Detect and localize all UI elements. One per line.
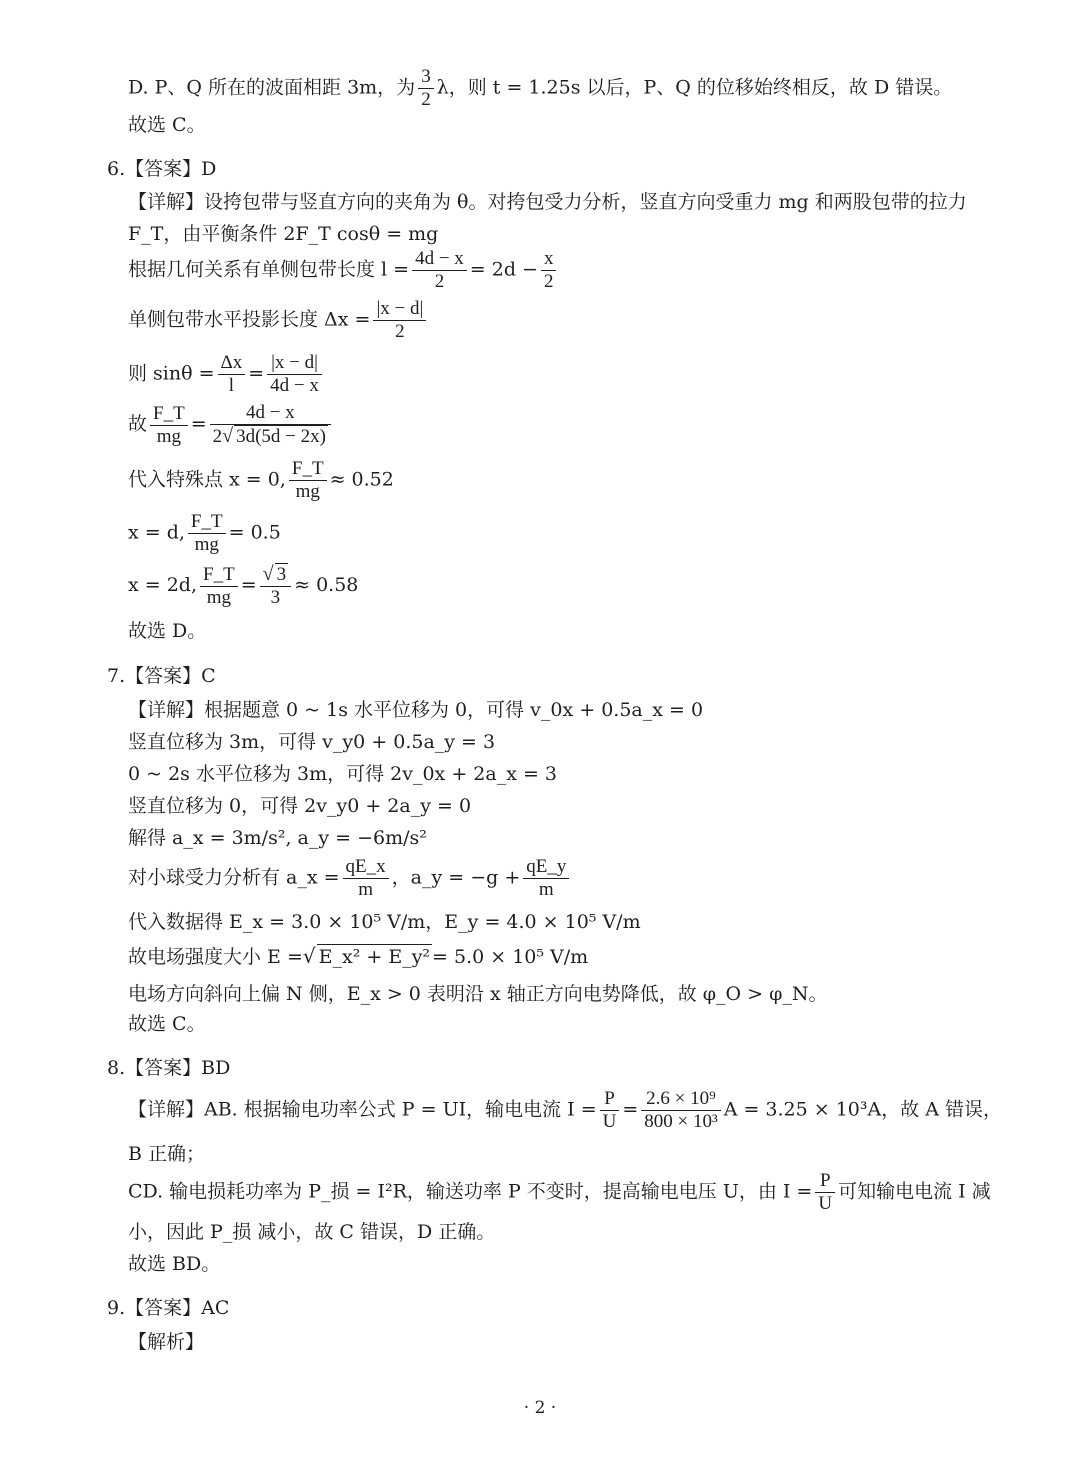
q6-fraction-7: $\frac{4d - x}{2√ 3d(5d - 2x)}$ <box>210 402 331 448</box>
q7-line-7: 代入数据得 E_x = 3.0 × 10⁵ V/m，E_y = 4.0 × 10⁵ V/m <box>128 911 641 933</box>
q6-line-2: F_T，由平衡条件 2F_T cosθ = mg <box>128 223 439 245</box>
q6-line-5: 则 sinθ = $\frac{\Delta x}{l}$ = $\frac{|x - d|}{4d - x}$ <box>128 352 325 397</box>
q7-choice: 故选 C。 <box>128 1013 206 1035</box>
q6-choice: 故选 D。 <box>128 620 207 642</box>
q6-line-7: 代入特殊点 x = 0, $\frac{F\_T}{mg}$ ≈ 0.52 <box>128 458 394 502</box>
q6-line-4: 单侧包带水平投影长度 Δx = $\frac{|x - d|}{2}$ <box>128 298 429 343</box>
q5-d-text-b: λ，则 t = 1.25s 以后，P、Q 的位移始终相反，故 D 错误。 <box>436 76 953 99</box>
q6-fraction-3: $\frac{|x - d|}{2}$ <box>373 298 426 343</box>
q8-fraction-1: $\frac{P}{U}$ <box>600 1088 620 1133</box>
q7-fraction-1: $\frac{qE\_x}{m}$ <box>343 856 389 901</box>
q6-line-6: 故 $\frac{F\_T}{mg}$ = $\frac{4d - x}{2√ 3d(5d - 2x)}$ <box>128 402 334 448</box>
q6-line-9: x = 2d, $\frac{F\_T}{mg}$ = $\frac{√ 3}{3}$ ≈ 0.58 <box>128 563 359 608</box>
q5-option-d <box>128 66 952 111</box>
q8-line-4: 小，因此 P_损 减小，故 C 错误，D 正确。 <box>128 1221 496 1243</box>
q5-choice: 故选 C。 <box>128 114 206 136</box>
q9-line-1: 【解析】 <box>128 1331 205 1353</box>
q7-line-3: 0 ~ 2s 水平位移为 3m，可得 2v_0x + 2a_x = 3 <box>128 763 557 785</box>
q6-header: 6.【答案】D <box>107 158 217 180</box>
page-number: · 2 · <box>523 1398 557 1418</box>
q6-line-1: 【详解】设挎包带与竖直方向的夹角为 θ。对挎包受力分析，竖直方向受重力 mg 和两股包带的拉力 <box>128 191 967 213</box>
q6-fraction-4: $\frac{\Delta x}{l}$ <box>218 352 246 397</box>
q7-line-6: 对小球受力分析有 a_x = $\frac{qE\_x}{m}$ ，a_y = −g + $\frac{qE\_y}{m}$ <box>128 856 572 901</box>
q6-fraction-11: $\frac{√ 3}{3}$ <box>260 563 291 609</box>
q8-choice: 故选 BD。 <box>128 1253 221 1275</box>
q8-line-1: 【详解】AB. 根据输电功率公式 P = UI，输电电流 I = $\frac{P}{U}$ = $\frac{\text{2.6 × 10⁹}}{\text{800 × 10³}}$ A = 3.25 × 10³A，故 A 错误， <box>128 1088 1003 1132</box>
q8-line-2: B 正确； <box>128 1143 206 1165</box>
q5-d-fraction: $\frac{3}{2}$ <box>418 66 434 111</box>
q5-d-text-a: D. P、Q 所在的波面相距 3m，为 <box>128 76 416 99</box>
q8-header: 8.【答案】BD <box>107 1057 231 1079</box>
q7-fraction-2: $\frac{qE\_y}{m}$ <box>523 856 569 901</box>
q8-fraction-3: $\frac{P}{U}$ <box>815 1170 835 1215</box>
q6-fraction-2: $\frac{x}{2}$ <box>541 248 557 293</box>
q7-line-9: 电场方向斜向上偏 N 侧，E_x > 0 表明沿 x 轴正方向电势降低，故 φ_O > φ_N。 <box>128 983 828 1005</box>
q6-fraction-1: $\frac{4d - x}{2}$ <box>412 248 467 293</box>
q6-fraction-5: $\frac{|x - d|}{4d - x}$ <box>267 352 322 397</box>
q7-line-4: 竖直位移为 0，可得 2v_y0 + 2a_y = 0 <box>128 795 472 817</box>
q8-line-3: CD. 输电损耗功率为 P_损 = I²R，输送功率 P 不变时，提高输电电压 U，由 I = $\frac{P}{U}$ 可知输电电流 I 减 <box>128 1170 991 1214</box>
q6-line-3: 根据几何关系有单侧包带长度 l = $\frac{4d - x}{2}$ = 2d − $\frac{x}{2}$ <box>128 248 559 293</box>
q6-line-8: x = d, $\frac{F\_T}{mg}$ = 0.5 <box>128 511 281 555</box>
q6-fraction-10: $\frac{F\_T}{mg}$ <box>200 564 238 609</box>
q7-line-5: 解得 a_x = 3m/s², a_y = −6m/s² <box>128 827 427 849</box>
q9-header: 9.【答案】AC <box>107 1297 230 1319</box>
q7-line-8: 故电场强度大小 E =√ E_x² + E_y² = 5.0 × 10⁵ V/m <box>128 944 589 968</box>
q8-fraction-2: $\frac{\text{2.6 × 10⁹}}{\text{800 × 10³}}$ <box>641 1088 720 1133</box>
q6-fraction-9: $\frac{F\_T}{mg}$ <box>188 511 226 556</box>
q7-line-1: 【详解】根据题意 0 ~ 1s 水平位移为 0，可得 v_0x + 0.5a_x = 0 <box>128 699 704 721</box>
q6-fraction-6: $\frac{F\_T}{mg}$ <box>150 403 188 448</box>
q6-fraction-8: $\frac{F\_T}{mg}$ <box>289 458 327 503</box>
q7-line-2: 竖直位移为 3m，可得 v_y0 + 0.5a_y = 3 <box>128 731 496 753</box>
q7-header: 7.【答案】C <box>107 665 216 687</box>
